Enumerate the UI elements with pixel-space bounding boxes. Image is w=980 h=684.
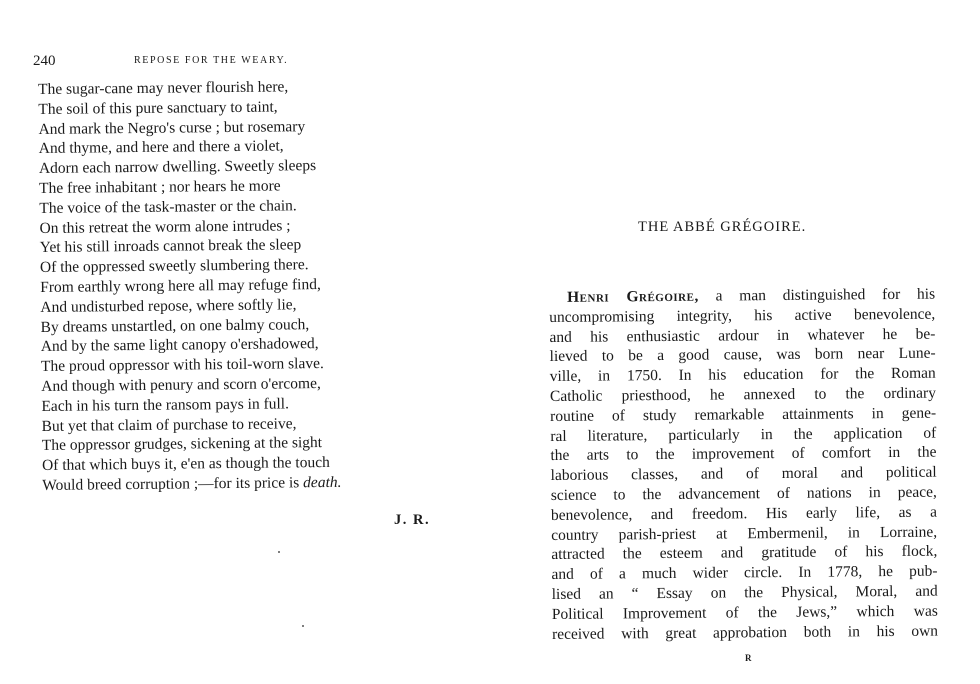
body-line: ville, in 1750. In his education for the Roman xyxy=(549,364,936,386)
body-line: Catholic priesthood, he annexed to the ordinary xyxy=(549,384,937,405)
poem-line: The soil of this pure sanctuary to taint, xyxy=(38,98,278,118)
print-speck xyxy=(302,625,304,627)
subject-name: Henri Grégoire, xyxy=(567,287,699,306)
poem-line: The voice of the task-master or the chain. xyxy=(39,197,297,217)
body-line: laborious classes, and of moral and political xyxy=(550,463,937,485)
poem-line: The sugar-cane may never flourish here, xyxy=(38,78,289,98)
running-head: REPOSE FOR THE WEARY. xyxy=(134,55,289,66)
poem-line: On this retreat the worm alone intrudes ; xyxy=(39,216,291,237)
chapter-title: THE ABBÉ GRÉGOIRE. xyxy=(638,219,807,235)
body-line: lieved to be a good cause, was born near Lune- xyxy=(549,345,936,366)
poem-line: And by the same light canopy o'ershadowed, xyxy=(40,335,319,356)
right-page xyxy=(490,0,980,684)
body-line: the arts to the improvement of comfort in the xyxy=(550,444,937,465)
body-line: country parish-priest at Embermenil, in Lorraine, xyxy=(551,523,938,544)
poem-line: And though with penury and scorn o'ercome, xyxy=(41,375,321,395)
body-line: and of a much wider circle. In 1778, he pub- xyxy=(551,562,938,584)
poem-signature: J. R. xyxy=(394,512,431,528)
print-speck xyxy=(278,551,280,553)
body-line: lised an “ Essay on the Physical, Moral, and xyxy=(551,582,938,603)
body-line: benevolence, and freedom. His early life, as a xyxy=(550,503,938,524)
poem-line: And mark the Negro's curse ; but rosemary xyxy=(38,117,306,138)
body-line: Political Improvement of the Jews,” which was xyxy=(551,602,938,623)
poem-line: From earthly wrong here all may refuge find, xyxy=(40,276,321,296)
body-text xyxy=(549,285,938,645)
body-line: and his enthusiastic ardour in whatever he be- xyxy=(549,325,936,346)
poem-line: Of the oppressed sweetly slumbering there. xyxy=(39,256,309,277)
body-line: received with great approbation both in his own xyxy=(551,622,939,643)
poem-line: The oppressor grudges, sickening at the sight xyxy=(41,434,323,455)
poem-line: But yet that claim of purchase to receive, xyxy=(41,414,297,435)
poem-line: Yet his still inroads cannot break the sleep xyxy=(39,236,302,257)
body-line: uncompromising integrity, his active benevolence, xyxy=(549,305,936,326)
poem-last-word: death. xyxy=(303,473,342,492)
poem-line: Adorn each narrow dwelling. Sweetly sleeps xyxy=(38,157,317,178)
poem-line: And thyme, and here and there a violet, xyxy=(38,137,284,158)
body-line: attracted the esteem and gratitude of his flock, xyxy=(551,542,938,564)
poem-line: Each in his turn the ransom pays in full. xyxy=(41,395,290,415)
poem xyxy=(38,75,482,495)
poem-line: Of that which buys it, e'en as though the touch xyxy=(41,454,330,475)
signature-mark: R xyxy=(745,653,752,663)
body-first-line-rest: a man distinguished for his xyxy=(698,285,936,305)
poem-line: By dreams unstartled, on one balmy couch, xyxy=(40,315,310,336)
poem-line: The proud oppressor with his toil-worn slave. xyxy=(40,355,324,376)
poem-last-line xyxy=(42,471,482,495)
poem-last-line-start: Would breed corruption ;—for its price is xyxy=(42,474,304,494)
body-line: science to the advancement of nations in peace, xyxy=(550,483,937,504)
body-line: ral literature, particularly in the application of xyxy=(550,424,937,445)
body-line: routine of study remarkable attainments in gene- xyxy=(550,404,937,425)
poem-line: And undisturbed repose, where softly lie, xyxy=(40,296,297,316)
page-number: 240 xyxy=(33,53,56,69)
poem-line: The free inhabitant ; nor hears he more xyxy=(39,177,281,197)
